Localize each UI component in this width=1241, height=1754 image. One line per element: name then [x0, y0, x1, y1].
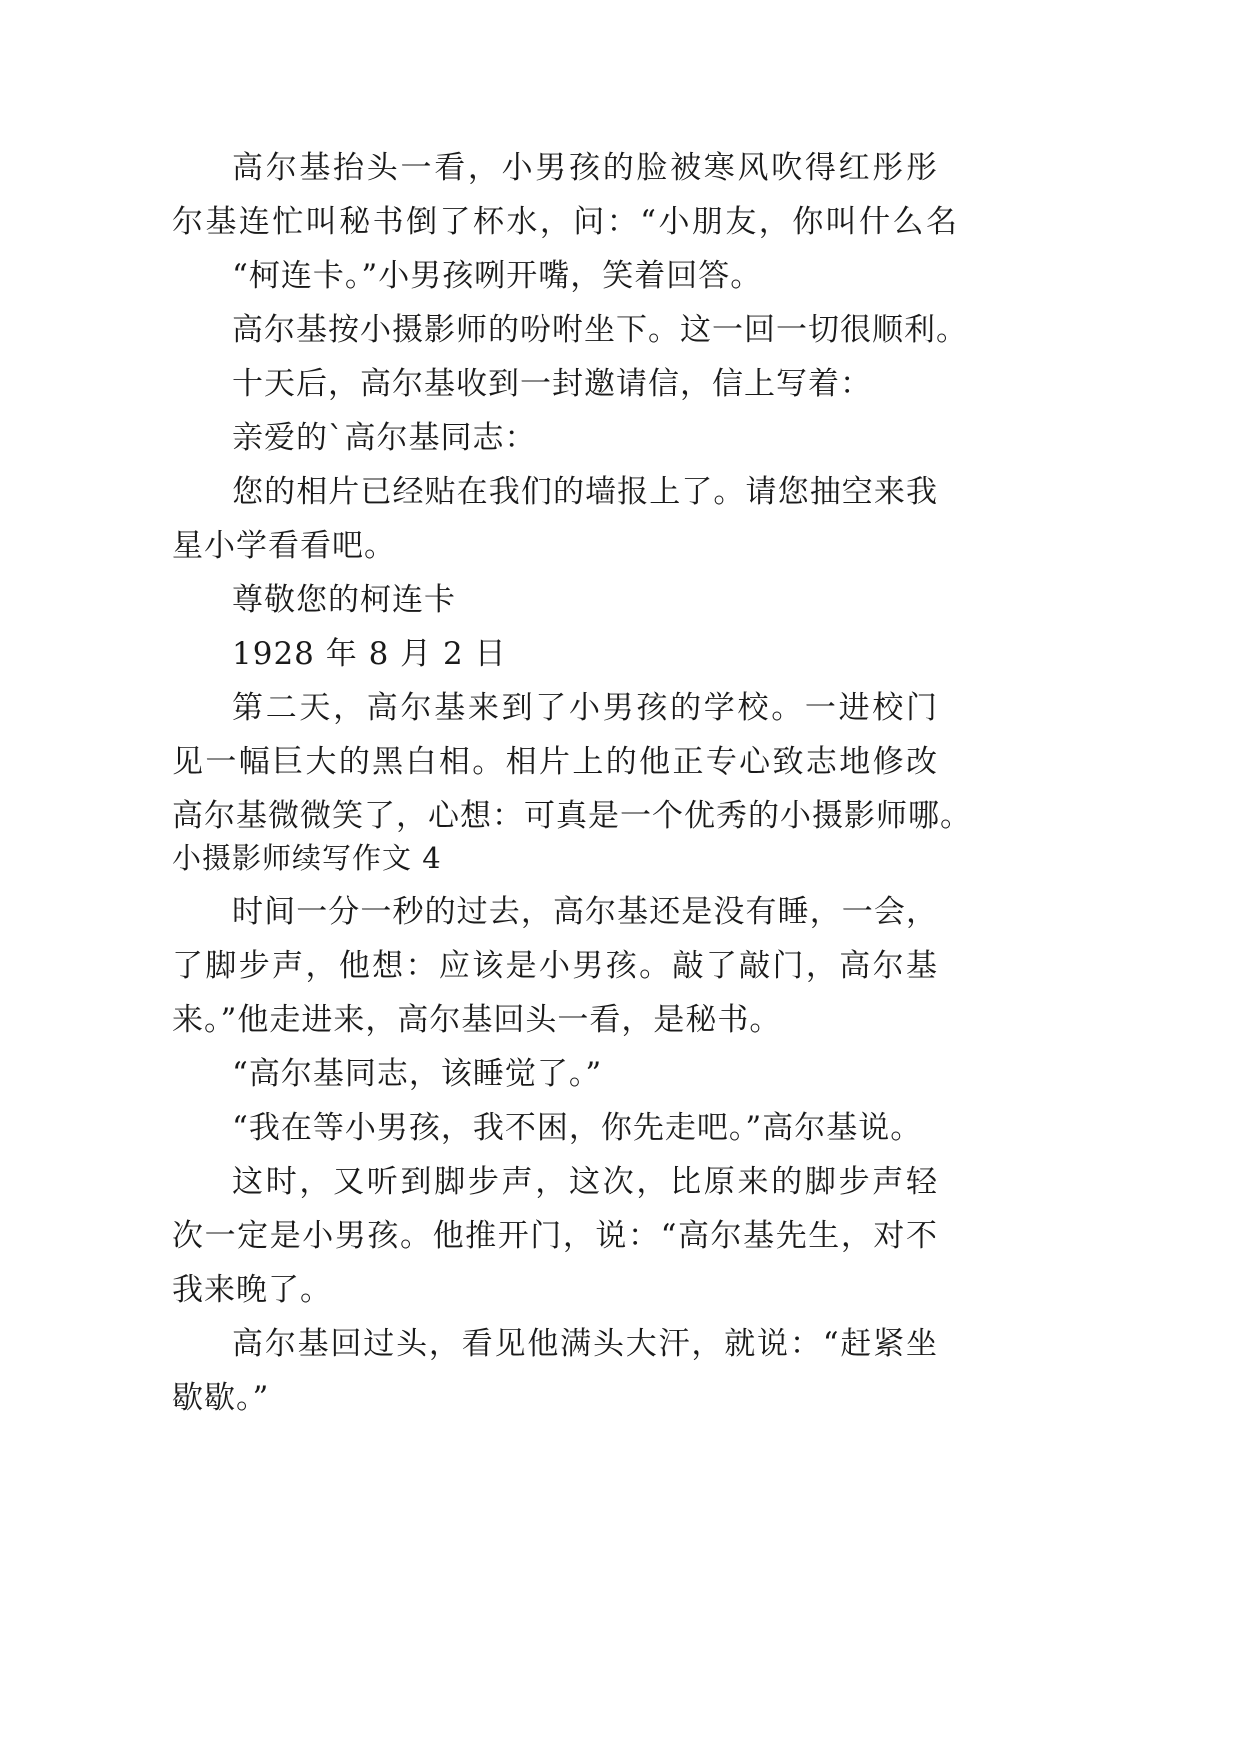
letter-salutation: 亲爱的`高尔基同志： — [232, 420, 537, 456]
paragraph-line-10: 了脚步声，他想：应该是小男孩。敲了敲门，高尔基 — [172, 948, 938, 984]
paragraph-line-2: 尔基连忙叫秘书倒了杯水，问：“小朋友，你叫什么名 — [172, 204, 958, 240]
paragraph-line-13: 次一定是小男孩。他推开门，说：“高尔基先生，对不 — [172, 1218, 938, 1254]
section-heading: 小摄影师续写作文 4 — [172, 841, 442, 875]
letter-body-line-2: 星小学看看吧。 — [172, 528, 396, 564]
paragraph-line-1: 高尔基抬头一看，小男孩的脸被寒风吹得红彤彤 — [232, 150, 938, 186]
letter-signature: 尊敬您的柯连卡 — [232, 582, 456, 618]
letter-body-line-1: 您的相片已经贴在我们的墙报上了。请您抽空来我 — [232, 474, 938, 510]
paragraph-line-16: 歇歇。” — [172, 1380, 270, 1416]
paragraph-line-11: 来。”他走进来，高尔基回头一看，是秘书。 — [172, 1002, 782, 1038]
paragraph-line-12: 这时，又听到脚步声，这次，比原来的脚步声轻 — [232, 1164, 938, 1200]
paragraph-line-5: 十天后，高尔基收到一封邀请信，信上写着： — [232, 366, 872, 402]
paragraph-line-8: 高尔基微微笑了，心想：可真是一个优秀的小摄影师哪。 — [172, 798, 972, 834]
paragraph-line-14: 我来晚了。 — [172, 1272, 332, 1308]
paragraph-line-7: 见一幅巨大的黑白相。相片上的他正专心致志地修改 — [172, 744, 938, 780]
paragraph-line-15: 高尔基回过头，看见他满头大汗，就说：“赶紧坐 — [232, 1326, 938, 1362]
paragraph-line-9: 时间一分一秒的过去，高尔基还是没有睡，一会， — [232, 894, 938, 930]
paragraph-line-3: “柯连卡。”小男孩咧开嘴，笑着回答。 — [232, 258, 763, 294]
letter-date: 1928 年 8 月 2 日 — [232, 636, 507, 672]
dialogue-line-2: “我在等小男孩，我不困，你先走吧。”高尔基说。 — [232, 1110, 923, 1146]
dialogue-line-1: “高尔基同志，该睡觉了。” — [232, 1056, 603, 1092]
paragraph-line-4: 高尔基按小摄影师的吩咐坐下。这一回一切很顺利。 — [232, 312, 968, 348]
paragraph-line-6: 第二天，高尔基来到了小男孩的学校。一进校门 — [232, 690, 938, 726]
